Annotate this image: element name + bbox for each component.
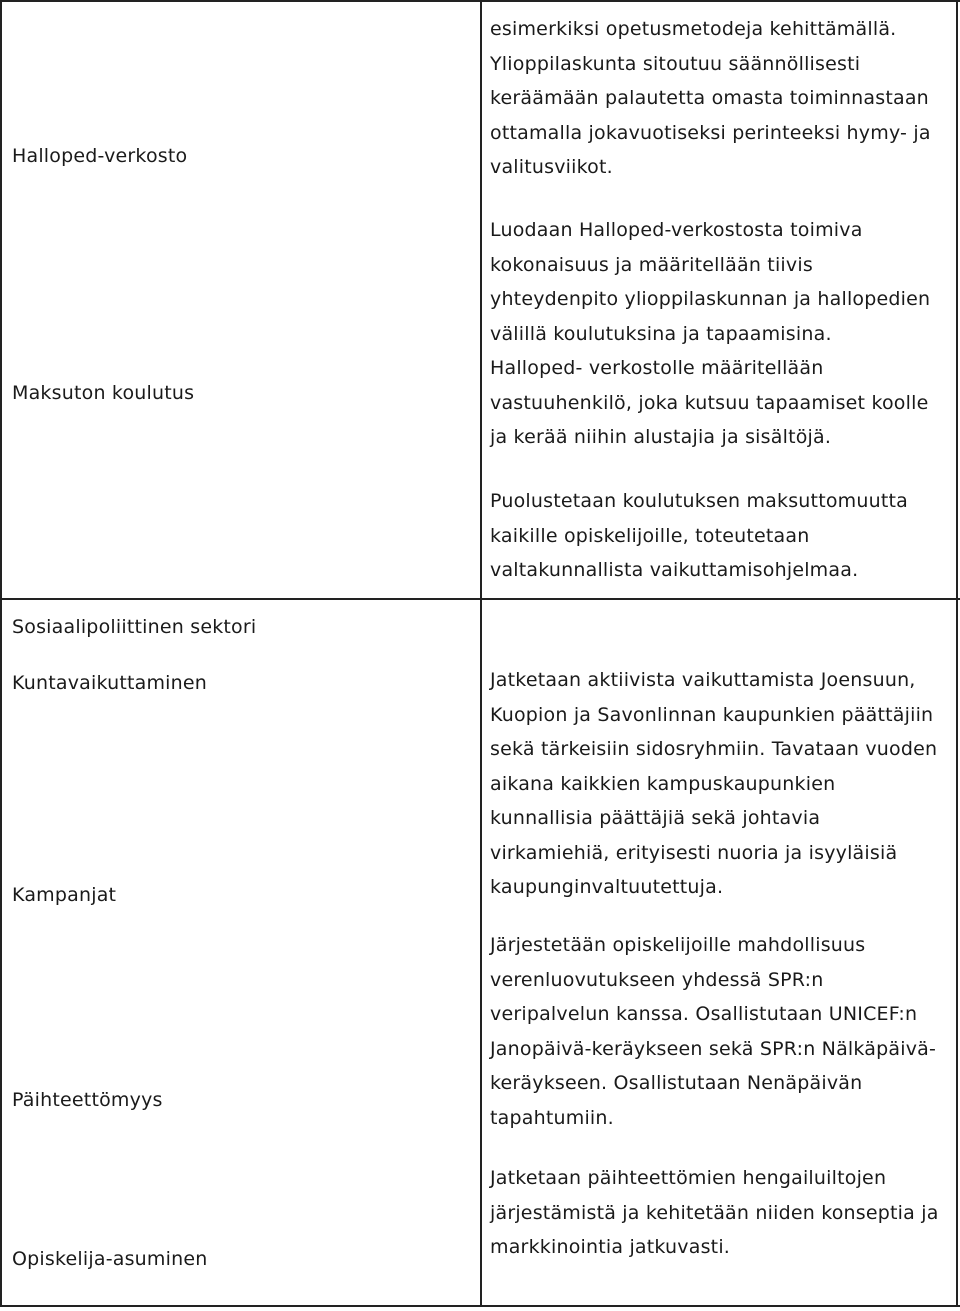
table-border-left <box>0 0 2 1307</box>
text-line: Puolustetaan koulutuksen maksuttomuutta <box>490 490 908 512</box>
text-line: Kuopion ja Savonlinnan kaupunkien päättäjiin <box>490 703 934 726</box>
text-line: järjestämistä ja kehitetään niiden konseptia ja <box>490 1201 939 1224</box>
paragraph-paihteettomyys <box>490 1161 952 1265</box>
text-line: Janopäivä-keräykseen sekä SPR:n Nälkäpäivä- <box>490 1037 937 1060</box>
text-line: kaupunginvaltuutettuja. <box>490 876 724 898</box>
text-line: keräykseen. Osallistutaan Nenäpäivän <box>490 1072 863 1094</box>
text-line: veripalvelun kanssa. Osallistutaan UNICEF:n <box>490 1003 918 1025</box>
paragraph-maksuton <box>490 484 952 588</box>
row-label-kampanjat: Kampanjat <box>12 884 117 906</box>
text-line: valitusviikot. <box>490 156 613 178</box>
text-line: verenluovutukseen yhdessä SPR:n <box>490 968 824 991</box>
text-line: Järjestetään opiskelijoille mahdollisuus <box>490 934 866 956</box>
text-line: valtakunnallista vaikuttamisohjelmaa. <box>490 559 859 581</box>
text-line: sekä tärkeisiin sidosryhmiin. Tavataan vuoden <box>490 738 938 760</box>
text-line: ottamalla jokavuotiseksi perinteeksi hymy- ja <box>490 121 931 144</box>
text-line: Jatketaan päihteettömien hengailuiltojen <box>490 1167 887 1189</box>
text-line: Halloped- verkostolle määritellään <box>490 357 824 379</box>
text-line: kaikille opiskelijoille, toteutetaan <box>490 524 810 547</box>
paragraph-palaute <box>490 12 952 185</box>
table-column-divider <box>480 0 482 1307</box>
text-line: vastuuhenkilö, joka kutsuu tapaamiset koolle <box>490 391 929 414</box>
paragraph-kuntavaikuttaminen <box>490 663 952 905</box>
text-line: ja kerää niihin alustajia ja sisältöjä. <box>490 426 832 448</box>
text-line: kokonaisuus ja määritellään tiivis <box>490 253 813 276</box>
text-line: markkinointia jatkuvasti. <box>490 1236 731 1258</box>
row-label-asuminen: Opiskelija-asuminen <box>12 1248 208 1270</box>
paragraph-halloped <box>490 213 952 455</box>
row-label-kuntavaikuttaminen: Kuntavaikuttaminen <box>12 672 208 694</box>
text-line: Ylioppilaskunta sitoutuu säännöllisesti <box>490 52 861 75</box>
section-heading-sector: Sosiaalipoliittinen sektori <box>12 616 257 638</box>
text-line: keräämään palautetta omasta toiminnastaan <box>490 87 929 109</box>
text-line: virkamiehiä, erityisesti nuoria ja isyyläisiä <box>490 841 898 864</box>
text-line: Luodaan Halloped-verkostosta toimiva <box>490 219 863 241</box>
row-label-paihteettomyys: Päihteettömyys <box>12 1089 163 1111</box>
text-line: yhteydenpito ylioppilaskunnan ja hallopedien <box>490 288 931 310</box>
text-line: aikana kaikkien kampuskaupunkien <box>490 772 836 795</box>
text-line: esimerkiksi opetusmetodeja kehittämällä. <box>490 18 897 40</box>
row-label-halloped: Halloped-verkosto <box>12 145 188 167</box>
text-line: Jatketaan aktiivista vaikuttamista Joensuun, <box>490 669 916 691</box>
text-line: tapahtumiin. <box>490 1106 614 1129</box>
text-line: kunnallisia päättäjiä sekä johtavia <box>490 807 821 829</box>
row-label-maksuton: Maksuton koulutus <box>12 382 195 404</box>
text-line: välillä koulutuksina ja tapaamisina. <box>490 322 832 345</box>
paragraph-kampanjat <box>490 928 952 1135</box>
table-border-right <box>956 0 958 1307</box>
